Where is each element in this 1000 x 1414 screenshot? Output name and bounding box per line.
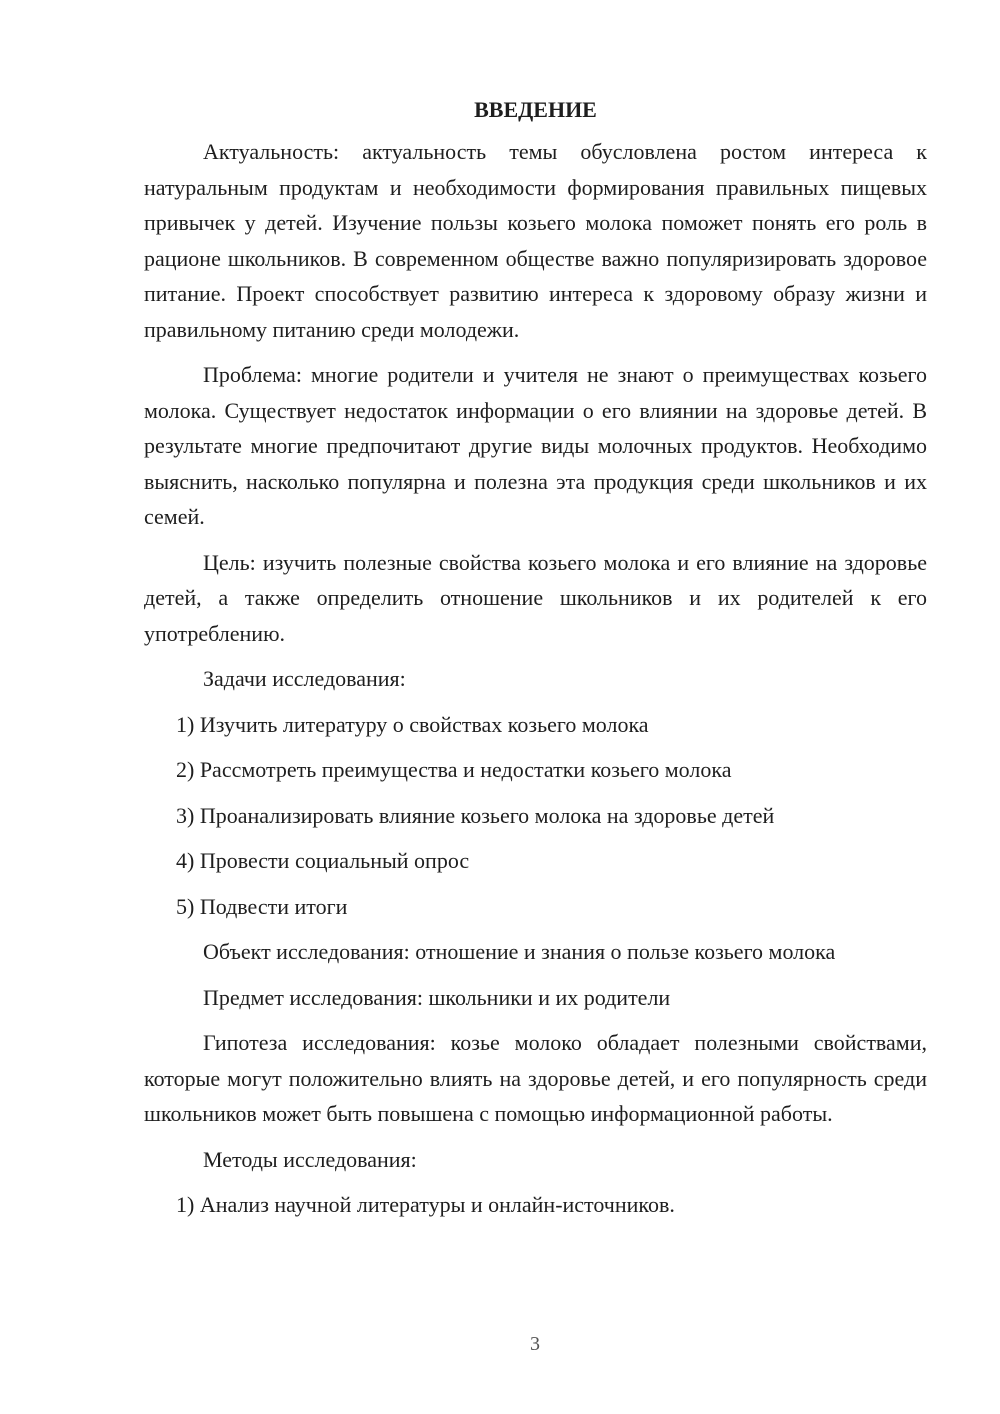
list-item: 5) Подвести итоги	[176, 893, 348, 919]
page-number: 3	[530, 1333, 540, 1355]
list-item: 1) Изучить литературу о свойствах козьего молока	[176, 711, 649, 737]
tasks-list	[144, 707, 927, 925]
subject-line: Предмет исследования: школьники и их родители	[203, 984, 671, 1010]
section-title: ВВЕДЕНИЕ	[474, 97, 597, 122]
list-item: 1) Анализ научной литературы и онлайн-источников.	[176, 1192, 675, 1217]
list-item: 2) Рассмотреть преимущества и недостатки козьего молока	[176, 757, 732, 782]
list-item: 4) Провести социальный опрос	[176, 848, 470, 873]
document-page	[144, 92, 927, 1233]
goal-paragraph: Цель: изучить полезные свойства козьего молока и его влияние на здоровье детей, а также определить отношение школьников и их родителей к его употреблению.	[144, 549, 927, 646]
relevance-paragraph: Актуальность: актуальность темы обусловлена ростом интереса к натуральным продуктам и необходимости формирования правильных пищевых привычек у детей. Изучение пользы козьего молока поможет понять его роль в рационе школьников. В современном обществе важно популяризировать здоровое питание. Проект способствует развитию интереса к здоровому образу жизни и правильному питанию среди молодежи.	[144, 139, 927, 342]
hypothesis-paragraph: Гипотеза исследования: козье молоко обладает полезными свойствами, которые могут положительно влиять на здоровье детей, и его популярность среди школьников может быть повышена с помощью информационной работы.	[144, 1030, 927, 1126]
methods-list	[144, 1187, 927, 1223]
methods-heading: Методы исследования:	[203, 1146, 417, 1172]
object-line: Объект исследования: отношение и знания о пользе козьего молока	[203, 939, 836, 964]
problem-paragraph: Проблема: многие родители и учителя не знают о преимуществах козьего молока. Существует недостаток информации о его влиянии на здоровье детей. В результате многие предпочитают другие виды молочных продуктов. Необходимо выяснить, насколько популярна и полезна эта продукция среди школьников и их семей.	[144, 362, 927, 529]
tasks-heading: Задачи исследования:	[203, 666, 406, 691]
list-item: 3) Проанализировать влияние козьего молока на здоровье детей	[176, 802, 775, 828]
